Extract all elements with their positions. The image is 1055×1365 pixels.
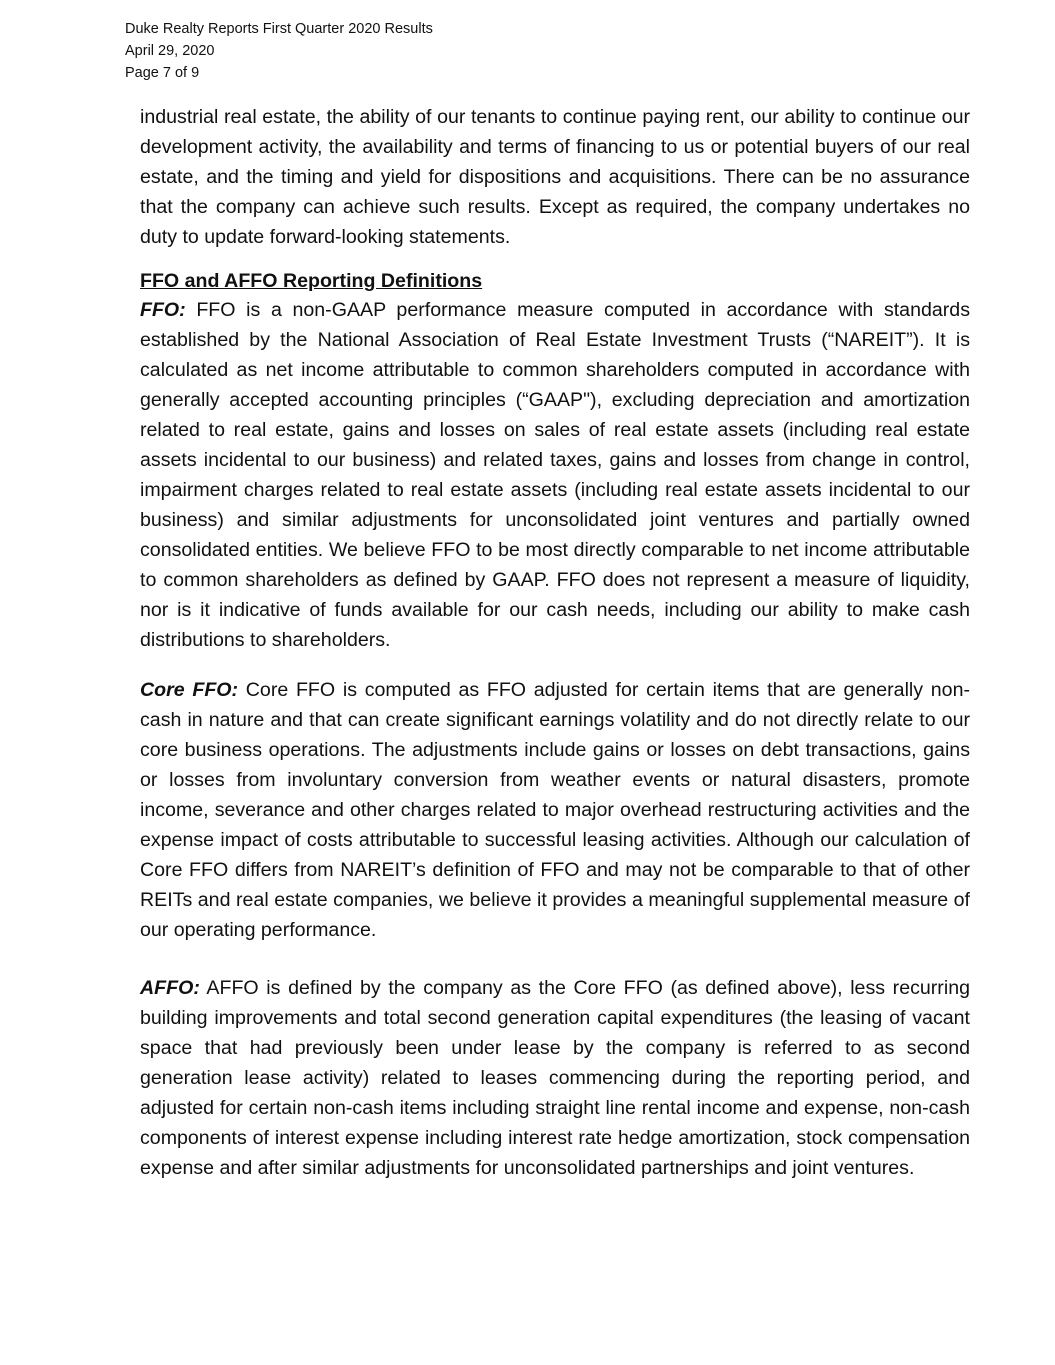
document-title: Duke Realty Reports First Quarter 2020 Results (125, 21, 433, 37)
page-header (125, 18, 433, 84)
affo-text: AFFO is defined by the company as the Core FFO (as defined above), less recurring building improvements and total second generation capital expenditures (the leasing of vacant space that had previously been under lease by the company is referred to as second generation lease activity) related to leases commencing during the reporting period, and adjusted for certain non-cash items including straight line rental income and expense, non-cash components of interest expense including interest rate hedge amortization, stock compensation expense and after similar adjustments for unconsolidated partnerships and joint ventures. (140, 977, 970, 1179)
affo-term: AFFO: (140, 977, 200, 999)
core-ffo-term: Core FFO: (140, 679, 239, 701)
intro-paragraph: industrial real estate, the ability of our tenants to continue paying rent, our ability to continue our development activity, the availability and terms of financing to us or potential buyers of our real estate, and the timing and yield for dispositions and acquisitions. There can be no assurance that the company can achieve such results. Except as required, the company undertakes no duty to update forward-looking statements. (140, 106, 970, 248)
ffo-text: FFO is a non-GAAP performance measure computed in accordance with standards established by the National Association of Real Estate Investment Trusts (“NAREIT”). It is calculated as net income attributable to common shareholders computed in accordance with generally accepted accounting principles (“GAAP"), excluding depreciation and amortization related to real estate, gains and losses on sales of real estate assets (including real estate assets incidental to our business) and related taxes, gains and losses from change in control, impairment charges related to real estate assets (including real estate assets incidental to our business) and similar adjustments for unconsolidated joint ventures and partially owned consolidated entities. We believe FFO to be most directly comparable to net income attributable to common shareholders as defined by GAAP. FFO does not represent a measure of liquidity, nor is it indicative of funds available for our cash needs, including our ability to make cash distributions to shareholders. (140, 299, 970, 651)
section-heading: FFO and AFFO Reporting Definitions (140, 270, 483, 292)
core-ffo-text: Core FFO is computed as FFO adjusted for certain items that are generally non-cash in nature and that can create significant earnings volatility and do not directly relate to our core business operations. The adjustments include gains or losses on debt transactions, gains or losses from involuntary conversion from weather events or natural disasters, promote income, severance and other charges related to major overhead restructuring activities and the expense impact of costs attributable to successful leasing activities. Although our calculation of Core FFO differs from NAREIT’s definition of FFO and may not be comparable to that of other REITs and real estate companies, we believe it provides a meaningful supplemental measure of our operating performance. (140, 679, 970, 941)
core-ffo-paragraph (140, 675, 970, 945)
ffo-paragraph (140, 295, 970, 655)
affo-definition-block (140, 973, 970, 1183)
ffo-term: FFO: (140, 299, 186, 321)
ffo-definition-block (140, 267, 970, 655)
intro-paragraph-block (140, 102, 970, 252)
document-date: April 29, 2020 (125, 43, 215, 59)
page-number: Page 7 of 9 (125, 65, 200, 81)
core-ffo-definition-block (140, 675, 970, 945)
affo-paragraph (140, 973, 970, 1183)
